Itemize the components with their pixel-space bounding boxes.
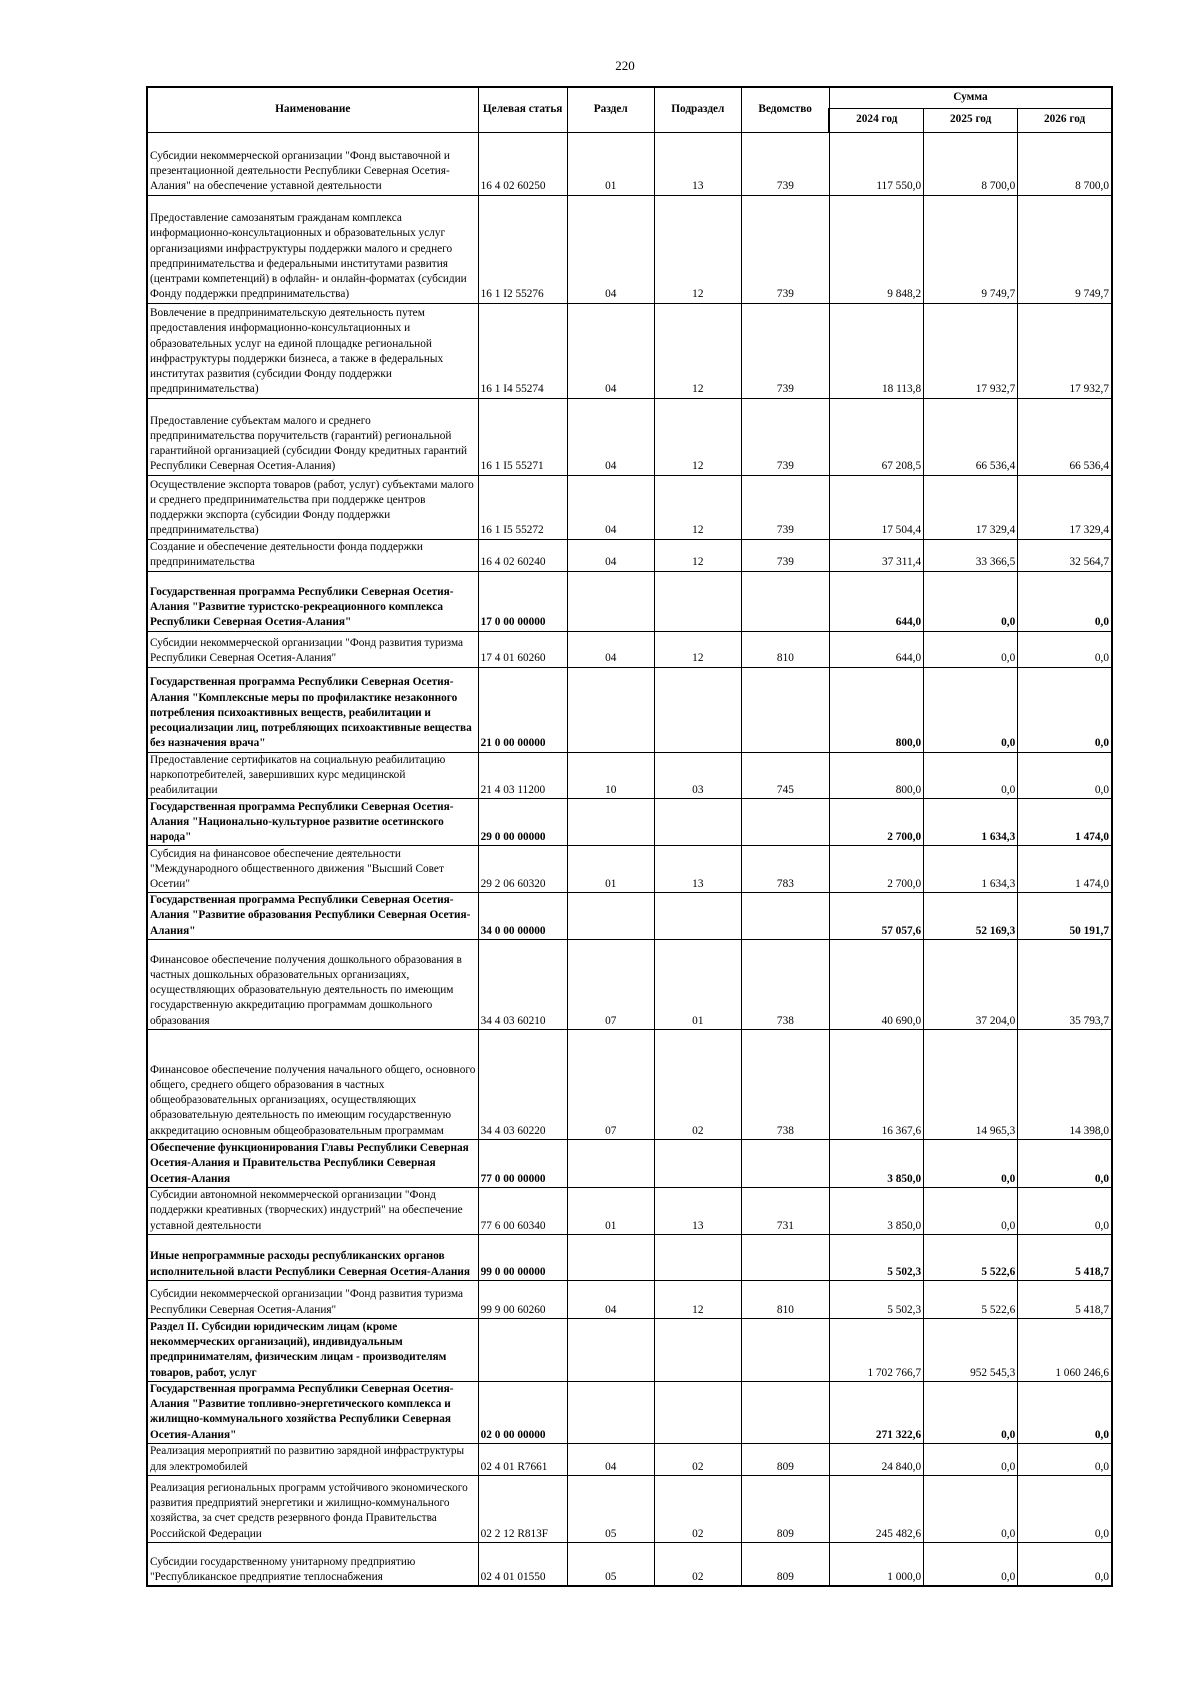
cell-target: 21 0 00 00000 (478, 667, 567, 752)
cell-2025: 952 545,3 (924, 1318, 1018, 1381)
table-row (147, 752, 1112, 799)
cell-2024: 18 113,8 (829, 303, 923, 398)
cell-2024: 644,0 (829, 571, 923, 631)
cell-section: 05 (567, 1542, 654, 1586)
cell-name: Реализация мероприятий по развитию зарядной инфраструктуры для электромобилей (147, 1443, 478, 1475)
table-row (147, 1542, 1112, 1586)
cell-2024: 644,0 (829, 631, 923, 667)
cell-2026: 1 060 246,6 (1018, 1318, 1112, 1381)
header-department: Ведомство (741, 87, 829, 132)
cell-section: 01 (567, 1187, 654, 1234)
cell-2025: 1 634,3 (924, 846, 1018, 893)
cell-name: Государственная программа Республики Северная Осетия-Алания "Национально-культурное развитие осетинского народа" (147, 799, 478, 846)
cell-name: Реализация региональных программ устойчивого экономического развития предприятий энергетики и жилищно-коммунального хозяйства, за счет средств резервного фонда Правительства Российской Федерации (147, 1475, 478, 1542)
cell-name: Финансовое обеспечение получения начального общего, основного общего, среднего общего образования в частных общеобразовательных организациях, осуществляющих образовательную деятельность по имеющим государственную аккредитацию основным общеобразовательным программам (147, 1029, 478, 1139)
cell-target: 29 2 06 60320 (478, 846, 567, 893)
cell-2026: 8 700,0 (1018, 132, 1112, 195)
table-row (147, 303, 1112, 398)
cell-department: 810 (741, 1280, 829, 1318)
cell-name: Иные непрограммные расходы республиканских органов исполнительной власти Республики Северная Осетия-Алания (147, 1234, 478, 1280)
cell-target: 16 4 02 60240 (478, 539, 567, 571)
cell-subsection: 13 (654, 1187, 741, 1234)
cell-2026: 0,0 (1018, 667, 1112, 752)
table-row (147, 1443, 1112, 1475)
cell-subsection (654, 667, 741, 752)
cell-2025: 5 522,6 (924, 1280, 1018, 1318)
cell-target: 77 6 00 60340 (478, 1187, 567, 1234)
header-sum: Сумма (829, 87, 1112, 108)
cell-target: 16 1 I5 55272 (478, 475, 567, 539)
cell-section: 01 (567, 846, 654, 893)
cell-target: 99 9 00 60260 (478, 1280, 567, 1318)
cell-2025: 0,0 (924, 1381, 1018, 1443)
cell-section (567, 571, 654, 631)
cell-2025: 0,0 (924, 752, 1018, 799)
table-body (147, 132, 1112, 1586)
cell-2025: 0,0 (924, 667, 1018, 752)
cell-section: 04 (567, 539, 654, 571)
header-year-2026: 2026 год (1018, 108, 1112, 132)
header-name: Наименование (147, 87, 478, 132)
cell-target: 16 1 I2 55276 (478, 195, 567, 303)
cell-department: 739 (741, 539, 829, 571)
cell-target: 17 0 00 00000 (478, 571, 567, 631)
cell-name: Раздел II. Субсидии юридическим лицам (кроме некоммерческих организаций), индивидуальным предпринимателям, физическим лицам - производителям товаров, работ, услуг (147, 1318, 478, 1381)
cell-target: 77 0 00 00000 (478, 1139, 567, 1187)
table-row (147, 475, 1112, 539)
cell-2025: 9 749,7 (924, 195, 1018, 303)
cell-2026: 0,0 (1018, 631, 1112, 667)
cell-target: 34 4 03 60220 (478, 1029, 567, 1139)
cell-2025: 0,0 (924, 1475, 1018, 1542)
table-row (147, 1187, 1112, 1234)
cell-2026: 35 793,7 (1018, 939, 1112, 1029)
cell-2024: 271 322,6 (829, 1381, 923, 1443)
cell-subsection: 13 (654, 132, 741, 195)
cell-target: 02 0 00 00000 (478, 1381, 567, 1443)
cell-2024: 2 700,0 (829, 799, 923, 846)
cell-2024: 5 502,3 (829, 1280, 923, 1318)
cell-2024: 1 702 766,7 (829, 1318, 923, 1381)
cell-section (567, 799, 654, 846)
cell-name: Финансовое обеспечение получения дошкольного образования в частных дошкольных образовательных организациях, осуществляющих образовательную деятельность по имеющим государственную аккредитацию программам дошкольного образования (147, 939, 478, 1029)
cell-target: 02 4 01 01550 (478, 1542, 567, 1586)
cell-target: 21 4 03 11200 (478, 752, 567, 799)
cell-2024: 17 504,4 (829, 475, 923, 539)
cell-2024: 800,0 (829, 667, 923, 752)
cell-department: 739 (741, 475, 829, 539)
cell-name: Предоставление субъектам малого и среднего предпринимательства поручительств (гарантий) региональной гарантийной организацией (субсидии Фонду кредитных гарантий Республики Северная Осетия-Алания) (147, 398, 478, 475)
cell-department: 739 (741, 195, 829, 303)
cell-target: 34 4 03 60210 (478, 939, 567, 1029)
cell-department: 738 (741, 1029, 829, 1139)
cell-2025: 1 634,3 (924, 799, 1018, 846)
cell-department (741, 1234, 829, 1280)
cell-department: 739 (741, 398, 829, 475)
cell-2026: 66 536,4 (1018, 398, 1112, 475)
table-row (147, 539, 1112, 571)
header-subsection: Подраздел (654, 87, 741, 132)
cell-department: 738 (741, 939, 829, 1029)
cell-2024: 1 000,0 (829, 1542, 923, 1586)
cell-section (567, 667, 654, 752)
budget-table (146, 86, 1113, 1587)
cell-name: Вовлечение в предпринимательскую деятельность путем предоставления информационно-консультационных и образовательных услуг на единой площадке региональной инфраструктуры поддержки бизнеса, а также в федеральных институтах развития (субсидии Фонду поддержки предпринимательства) (147, 303, 478, 398)
cell-subsection (654, 893, 741, 940)
cell-2026: 9 749,7 (1018, 195, 1112, 303)
header-year-2025: 2025 год (924, 108, 1018, 132)
cell-2025: 52 169,3 (924, 893, 1018, 940)
cell-2025: 0,0 (924, 1542, 1018, 1586)
cell-2024: 3 850,0 (829, 1139, 923, 1187)
cell-2026: 0,0 (1018, 1443, 1112, 1475)
header-target: Целевая статья (478, 87, 567, 132)
table-row (147, 1280, 1112, 1318)
cell-section: 04 (567, 1280, 654, 1318)
cell-department: 745 (741, 752, 829, 799)
cell-section: 04 (567, 398, 654, 475)
cell-2026: 0,0 (1018, 1542, 1112, 1586)
cell-2024: 24 840,0 (829, 1443, 923, 1475)
cell-subsection: 03 (654, 752, 741, 799)
cell-subsection: 02 (654, 1443, 741, 1475)
cell-2026: 1 474,0 (1018, 846, 1112, 893)
table-row (147, 1381, 1112, 1443)
cell-subsection: 12 (654, 475, 741, 539)
cell-name: Субсидии автономной некоммерческой организации "Фонд поддержки креативных (творческих) индустрий" на обеспечение уставной деятельности (147, 1187, 478, 1234)
cell-subsection: 12 (654, 398, 741, 475)
cell-subsection: 12 (654, 631, 741, 667)
cell-name: Осуществление экспорта товаров (работ, услуг) субъектами малого и среднего предпринимательства при поддержке центров поддержки экспорта (субсидии Фонду поддержки предпринимательства) (147, 475, 478, 539)
cell-2026: 0,0 (1018, 752, 1112, 799)
cell-2024: 2 700,0 (829, 846, 923, 893)
cell-name: Субсидии некоммерческой организации "Фонд развития туризма Республики Северная Осетия-Алания" (147, 1280, 478, 1318)
table-row (147, 667, 1112, 752)
cell-target (478, 1318, 567, 1381)
cell-2025: 0,0 (924, 1443, 1018, 1475)
cell-section: 04 (567, 631, 654, 667)
cell-name: Обеспечение функционирования Главы Республики Северная Осетия-Алания и Правительства Республики Северная Осетия-Алания (147, 1139, 478, 1187)
cell-target: 29 0 00 00000 (478, 799, 567, 846)
cell-section (567, 1139, 654, 1187)
table-row (147, 571, 1112, 631)
cell-section: 04 (567, 303, 654, 398)
cell-2024: 5 502,3 (829, 1234, 923, 1280)
cell-target: 99 0 00 00000 (478, 1234, 567, 1280)
cell-2025: 66 536,4 (924, 398, 1018, 475)
table-row (147, 893, 1112, 940)
cell-name: Предоставление сертификатов на социальную реабилитацию наркопотребителей, завершивших курс медицинской реабилитации (147, 752, 478, 799)
cell-2024: 37 311,4 (829, 539, 923, 571)
cell-section: 05 (567, 1475, 654, 1542)
cell-name: Государственная программа Республики Северная Осетия-Алания "Комплексные меры по профилактике незаконного потребления психоактивных веществ, реабилитации и ресоциализации лиц, потребляющих психоактивные вещества без назначения врача" (147, 667, 478, 752)
cell-2025: 17 932,7 (924, 303, 1018, 398)
cell-subsection: 12 (654, 1280, 741, 1318)
cell-target: 16 4 02 60250 (478, 132, 567, 195)
cell-2024: 117 550,0 (829, 132, 923, 195)
table-row (147, 1139, 1112, 1187)
cell-name: Создание и обеспечение деятельности фонда поддержки предпринимательства (147, 539, 478, 571)
cell-section (567, 1234, 654, 1280)
cell-department: 731 (741, 1187, 829, 1234)
cell-2025: 37 204,0 (924, 939, 1018, 1029)
cell-2026: 14 398,0 (1018, 1029, 1112, 1139)
cell-department (741, 571, 829, 631)
cell-2026: 1 474,0 (1018, 799, 1112, 846)
cell-section: 04 (567, 475, 654, 539)
cell-target: 02 4 01 R7661 (478, 1443, 567, 1475)
cell-2026: 17 932,7 (1018, 303, 1112, 398)
table-row (147, 799, 1112, 846)
cell-target: 02 2 12 R813F (478, 1475, 567, 1542)
cell-target: 34 0 00 00000 (478, 893, 567, 940)
cell-name: Предоставление самозанятым гражданам комплекса информационно-консультационных и образовательных услуг организациями инфраструктуры поддержки малого и среднего предпринимательства и федеральными институтами развития (центрами компетенций) в офлайн- и онлайн-форматах (субсидии Фонду поддержки предпринимательства) (147, 195, 478, 303)
cell-2026: 0,0 (1018, 1187, 1112, 1234)
table-row (147, 939, 1112, 1029)
cell-department: 739 (741, 303, 829, 398)
cell-2025: 8 700,0 (924, 132, 1018, 195)
cell-subsection (654, 1381, 741, 1443)
cell-subsection (654, 1318, 741, 1381)
cell-2026: 32 564,7 (1018, 539, 1112, 571)
cell-target: 17 4 01 60260 (478, 631, 567, 667)
cell-2026: 17 329,4 (1018, 475, 1112, 539)
cell-name: Субсидии государственному унитарному предприятию "Республиканское предприятие теплоснабжения (147, 1542, 478, 1586)
cell-2024: 57 057,6 (829, 893, 923, 940)
cell-department: 809 (741, 1475, 829, 1542)
cell-section: 07 (567, 1029, 654, 1139)
cell-2024: 16 367,6 (829, 1029, 923, 1139)
cell-subsection (654, 571, 741, 631)
header-section: Раздел (567, 87, 654, 132)
cell-subsection: 02 (654, 1475, 741, 1542)
page-number: 220 (615, 58, 635, 73)
cell-2025: 0,0 (924, 631, 1018, 667)
cell-department (741, 893, 829, 940)
cell-section (567, 1318, 654, 1381)
cell-2024: 9 848,2 (829, 195, 923, 303)
table-row (147, 195, 1112, 303)
cell-department: 809 (741, 1542, 829, 1586)
cell-2024: 40 690,0 (829, 939, 923, 1029)
cell-subsection: 02 (654, 1542, 741, 1586)
cell-2025: 0,0 (924, 571, 1018, 631)
cell-2026: 0,0 (1018, 1381, 1112, 1443)
table-row (147, 631, 1112, 667)
cell-subsection (654, 1234, 741, 1280)
cell-department (741, 799, 829, 846)
cell-target: 16 1 I4 55274 (478, 303, 567, 398)
cell-2026: 0,0 (1018, 1475, 1112, 1542)
cell-name: Субсидия на финансовое обеспечение деятельности "Международного общественного движения "Высший Совет Осетии" (147, 846, 478, 893)
cell-target: 16 1 I5 55271 (478, 398, 567, 475)
table-row (147, 398, 1112, 475)
cell-2026: 5 418,7 (1018, 1280, 1112, 1318)
header-year-2024: 2024 год (829, 108, 923, 132)
cell-name: Государственная программа Республики Северная Осетия-Алания "Развитие топливно-энергетического комплекса и жилищно-коммунального хозяйства Республики Северная Осетия-Алания" (147, 1381, 478, 1443)
cell-section: 10 (567, 752, 654, 799)
cell-section: 04 (567, 1443, 654, 1475)
cell-2025: 0,0 (924, 1187, 1018, 1234)
cell-name: Субсидии некоммерческой организации "Фонд развития туризма Республики Северная Осетия-Алания" (147, 631, 478, 667)
cell-section (567, 893, 654, 940)
cell-department (741, 1139, 829, 1187)
table-row (147, 846, 1112, 893)
cell-subsection: 01 (654, 939, 741, 1029)
cell-department: 783 (741, 846, 829, 893)
cell-2026: 50 191,7 (1018, 893, 1112, 940)
cell-section: 01 (567, 132, 654, 195)
cell-name: Государственная программа Республики Северная Осетия-Алания "Развитие туристско-рекреационного комплекса Республики Северная Осетия-Алания" (147, 571, 478, 631)
cell-2024: 67 208,5 (829, 398, 923, 475)
cell-2025: 14 965,3 (924, 1029, 1018, 1139)
cell-2024: 245 482,6 (829, 1475, 923, 1542)
cell-subsection: 12 (654, 195, 741, 303)
cell-2026: 0,0 (1018, 571, 1112, 631)
cell-department (741, 1381, 829, 1443)
cell-department (741, 1318, 829, 1381)
cell-2024: 800,0 (829, 752, 923, 799)
cell-name: Государственная программа Республики Северная Осетия-Алания "Развитие образования Республики Северная Осетия-Алания" (147, 893, 478, 940)
table-row (147, 132, 1112, 195)
cell-department: 809 (741, 1443, 829, 1475)
cell-department (741, 667, 829, 752)
cell-section: 04 (567, 195, 654, 303)
cell-name: Субсидии некоммерческой организации "Фонд выставочной и презентационной деятельности Республики Северная Осетия-Алания" на обеспечение уставной деятельности (147, 132, 478, 195)
table-row (147, 1318, 1112, 1381)
cell-2026: 0,0 (1018, 1139, 1112, 1187)
cell-2024: 3 850,0 (829, 1187, 923, 1234)
cell-department: 739 (741, 132, 829, 195)
cell-subsection: 12 (654, 303, 741, 398)
table-row (147, 1475, 1112, 1542)
cell-subsection: 12 (654, 539, 741, 571)
cell-2025: 33 366,5 (924, 539, 1018, 571)
cell-subsection (654, 799, 741, 846)
cell-2025: 5 522,6 (924, 1234, 1018, 1280)
cell-section: 07 (567, 939, 654, 1029)
cell-2025: 17 329,4 (924, 475, 1018, 539)
cell-subsection: 13 (654, 846, 741, 893)
cell-section (567, 1381, 654, 1443)
cell-subsection: 02 (654, 1029, 741, 1139)
cell-subsection (654, 1139, 741, 1187)
cell-2025: 0,0 (924, 1139, 1018, 1187)
table-row (147, 1029, 1112, 1139)
table-row (147, 1234, 1112, 1280)
cell-2026: 5 418,7 (1018, 1234, 1112, 1280)
cell-department: 810 (741, 631, 829, 667)
